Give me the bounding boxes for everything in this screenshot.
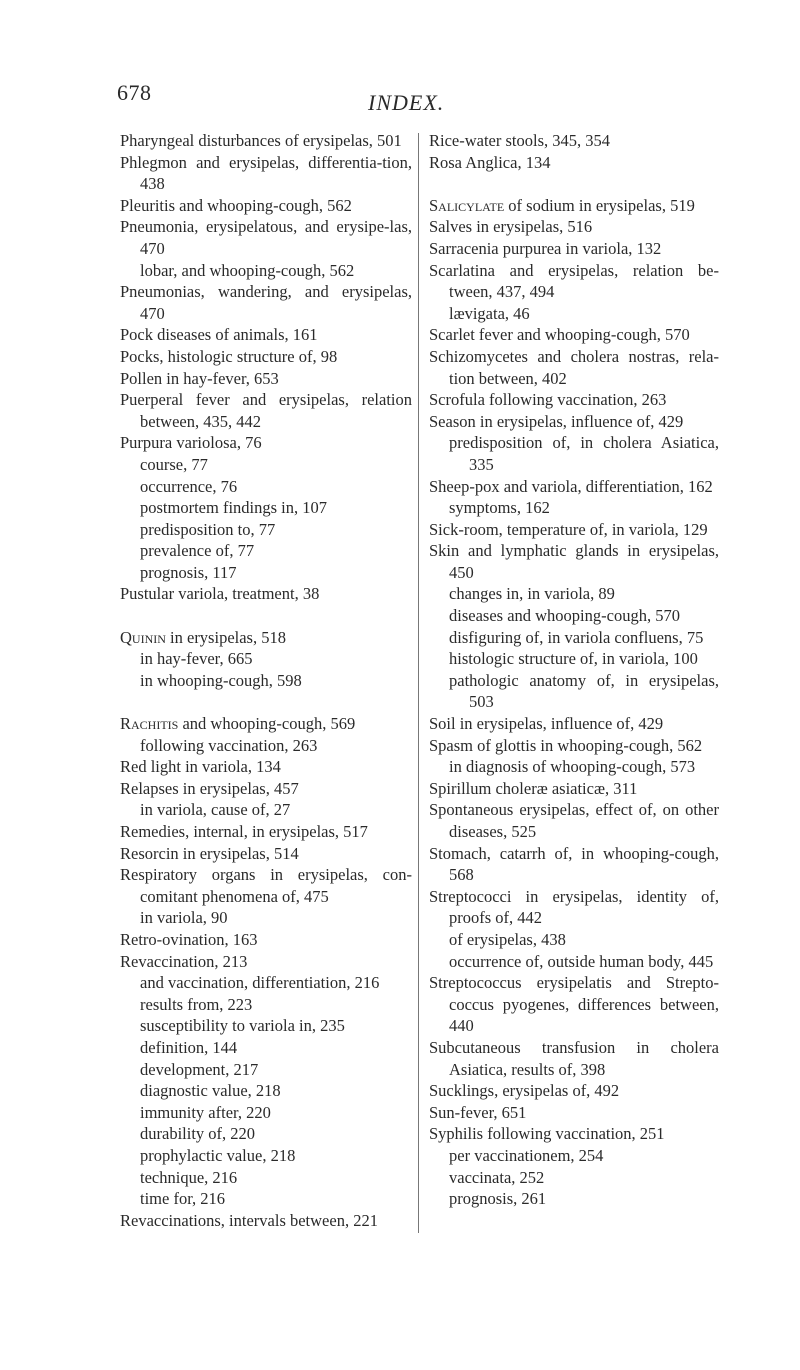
entry-text: Skin and lymphatic glands in erysipelas, 450 xyxy=(429,541,719,582)
section-gap xyxy=(429,173,719,195)
index-entry xyxy=(429,886,719,929)
index-subentry xyxy=(120,799,412,821)
entry-text: and vaccination, differentiation, 216 xyxy=(140,973,380,993)
index-subentry xyxy=(120,1145,412,1167)
index-subentry xyxy=(429,432,719,475)
index-subentry xyxy=(120,1123,412,1145)
index-subentry xyxy=(120,1080,412,1102)
section-lead-word: Quinin xyxy=(120,627,166,647)
index-subentry xyxy=(429,497,719,519)
entry-text: following vaccination, 263 xyxy=(140,735,318,755)
entry-text: Sucklings, erysipelas of, 492 xyxy=(429,1081,620,1101)
index-entry xyxy=(120,821,412,843)
entry-text: Spasm of glottis in whooping-cough, 562 xyxy=(429,735,703,755)
entry-text: per vaccinationem, 254 xyxy=(449,1145,604,1165)
entry-text: prognosis, 261 xyxy=(449,1189,547,1209)
entry-text: Phlegmon and erysipelas, differentia-tion, 438 xyxy=(120,152,412,194)
index-subentry xyxy=(120,1167,412,1189)
entry-text: Sick-room, temperature of, in variola, 129 xyxy=(429,519,708,539)
index-entry xyxy=(429,519,719,541)
index-entry xyxy=(429,972,719,1037)
entry-text: Sun-fever, 651 xyxy=(429,1102,527,1122)
entry-text: pathologic anatomy of, in erysipelas, 503 xyxy=(449,670,719,712)
entry-text: Scarlet fever and whooping-cough, 570 xyxy=(429,325,690,345)
index-entry xyxy=(120,389,412,432)
entry-text: lævigata, 46 xyxy=(449,303,530,323)
index-entry xyxy=(429,411,719,433)
index-subentry xyxy=(120,972,412,994)
entry-text: in erysipelas, 518 xyxy=(165,627,286,647)
index-entry xyxy=(429,799,719,842)
index-entry xyxy=(429,778,719,800)
index-entry xyxy=(120,627,412,649)
index-entry xyxy=(120,929,412,951)
entry-text: of sodium in erysipelas, 519 xyxy=(504,195,695,215)
index-subentry xyxy=(429,627,719,649)
entry-text: in variola, cause of, 27 xyxy=(140,800,291,820)
entry-text: prevalence of, 77 xyxy=(140,541,255,561)
section-lead-word: Rachitis xyxy=(120,714,179,734)
entry-text: definition, 144 xyxy=(140,1037,238,1057)
entry-text: symptoms, 162 xyxy=(449,498,550,518)
index-subentry xyxy=(120,497,412,519)
index-entry xyxy=(429,713,719,735)
index-entry xyxy=(120,368,412,390)
index-entry xyxy=(429,476,719,498)
column-divider xyxy=(418,133,419,1233)
entry-text: Scarlatina and erysipelas, relation be-tween, 437, 494 xyxy=(429,260,719,302)
entry-text: Revaccinations, intervals between, 221 xyxy=(120,1210,378,1230)
entry-text: vaccinata, 252 xyxy=(449,1167,545,1187)
entry-text: Soil in erysipelas, influence of, 429 xyxy=(429,714,664,734)
index-subentry xyxy=(429,1145,719,1167)
index-entry xyxy=(429,540,719,583)
index-entry xyxy=(429,152,719,174)
index-subentry xyxy=(120,562,412,584)
entry-text: postmortem findings in, 107 xyxy=(140,498,327,518)
entry-text: Puerperal fever and erysipelas, relation between, 435, 442 xyxy=(120,390,412,431)
entry-text: Scrofula following vaccination, 263 xyxy=(429,390,667,410)
entry-text: Spirillum choleræ asiaticæ, 311 xyxy=(429,778,638,798)
entry-text: Pustular variola, treatment, 38 xyxy=(120,584,320,604)
index-entry xyxy=(429,1037,719,1080)
entry-text: development, 217 xyxy=(140,1059,259,1079)
entry-text: Spontaneous erysipelas, effect of, on other diseases, 525 xyxy=(429,800,719,841)
entry-text: Remedies, internal, in erysipelas, 517 xyxy=(120,822,368,841)
index-subentry xyxy=(120,994,412,1016)
index-subentry xyxy=(429,951,719,973)
index-subentry xyxy=(120,540,412,562)
index-subentry xyxy=(429,929,719,951)
page-number: 678 xyxy=(117,80,152,105)
index-entry xyxy=(120,583,412,605)
index-subentry xyxy=(120,648,412,670)
entry-text: Syphilis following vaccination, 251 xyxy=(429,1124,665,1144)
entry-text: Retro-ovination, 163 xyxy=(120,929,258,949)
entry-text: Subcutaneous transfusion in cholera Asiatica, results of, 398 xyxy=(429,1037,719,1079)
section-gap xyxy=(120,605,412,627)
entry-text: diagnostic value, 218 xyxy=(140,1081,281,1101)
index-entry xyxy=(429,346,719,389)
entry-text: Stomach, catarrh of, in whooping-cough, 568 xyxy=(429,843,719,885)
entry-text: Pollen in hay-fever, 653 xyxy=(120,368,279,388)
entry-text: lobar, and whooping-cough, 562 xyxy=(140,260,355,280)
index-entry xyxy=(429,389,719,411)
index-subentry xyxy=(120,519,412,541)
index-entry xyxy=(120,713,412,735)
index-subentry xyxy=(429,303,719,325)
index-entry xyxy=(120,864,412,907)
entry-text: predisposition to, 77 xyxy=(140,519,276,539)
index-subentry xyxy=(429,1167,719,1189)
entry-text: results from, 223 xyxy=(140,994,253,1014)
entry-text: course, 77 xyxy=(140,454,208,474)
section-gap xyxy=(120,691,412,713)
index-subentry xyxy=(120,670,412,692)
entry-text: Sarracenia purpurea in variola, 132 xyxy=(429,238,662,258)
index-entry xyxy=(429,1080,719,1102)
index-column-left xyxy=(120,130,412,1231)
index-entry xyxy=(120,324,412,346)
index-entry xyxy=(120,281,412,324)
index-entry xyxy=(429,1102,719,1124)
entry-text: Respiratory organs in erysipelas, con-comitant phenomena of, 475 xyxy=(120,865,412,906)
index-entry xyxy=(120,346,412,368)
index-entry xyxy=(120,130,412,152)
entry-text: in whooping-cough, 598 xyxy=(140,670,302,690)
entry-text: changes in, in variola, 89 xyxy=(449,584,615,604)
entry-text: Pneumonia, erysipelatous, and erysipe-las, 470 xyxy=(120,217,412,258)
index-entry xyxy=(429,130,719,152)
entry-text: Pharyngeal disturbances of erysipelas, 501 xyxy=(120,131,402,150)
index-subentry xyxy=(120,476,412,498)
entry-text: Rice-water stools, 345, 354 xyxy=(429,131,611,150)
entry-text: disfiguring of, in variola confluens, 75 xyxy=(449,627,704,647)
index-entry xyxy=(120,1210,412,1232)
entry-text: Relapses in erysipelas, 457 xyxy=(120,778,299,798)
index-subentry xyxy=(429,756,719,778)
index-subentry xyxy=(120,907,412,929)
entry-text: susceptibility to variola in, 235 xyxy=(140,1016,345,1036)
index-entry xyxy=(120,756,412,778)
entry-text: Pocks, histologic structure of, 98 xyxy=(120,346,338,366)
entry-text: Schizomycetes and cholera nostras, rela-tion between, 402 xyxy=(429,346,719,388)
entry-text: Streptococcus erysipelatis and Strepto-coccus pyogenes, differences between, 440 xyxy=(429,973,719,1036)
entry-text: Rosa Anglica, 134 xyxy=(429,152,551,172)
entry-text: durability of, 220 xyxy=(140,1124,256,1144)
running-head: INDEX. xyxy=(368,90,445,115)
index-subentry xyxy=(120,260,412,282)
entry-text: prognosis, 117 xyxy=(140,562,237,582)
index-entry xyxy=(429,260,719,303)
entry-text: occurrence, 76 xyxy=(140,476,238,496)
index-subentry xyxy=(429,670,719,713)
index-entry xyxy=(429,1123,719,1145)
index-subentry xyxy=(120,735,412,757)
entry-text: Purpura variolosa, 76 xyxy=(120,433,262,453)
index-entry xyxy=(429,324,719,346)
entry-text: immunity after, 220 xyxy=(140,1102,271,1122)
entry-text: Resorcin in erysipelas, 514 xyxy=(120,843,299,863)
entry-text: in diagnosis of whooping-cough, 573 xyxy=(449,757,696,777)
index-entry xyxy=(429,238,719,260)
entry-text: in hay-fever, 665 xyxy=(140,649,253,669)
index-entry xyxy=(120,951,412,973)
entry-text: Pock diseases of animals, 161 xyxy=(120,325,318,345)
entry-text: in variola, 90 xyxy=(140,908,228,928)
index-subentry xyxy=(429,1188,719,1210)
index-entry xyxy=(120,432,412,454)
entry-text: diseases and whooping-cough, 570 xyxy=(449,606,680,626)
section-lead-word: Salicylate xyxy=(429,195,505,215)
entry-text: of erysipelas, 438 xyxy=(449,929,566,949)
entry-text: Pneumonias, wandering, and erysipelas, 470 xyxy=(120,282,412,323)
index-entry xyxy=(429,216,719,238)
index-subentry xyxy=(120,1188,412,1210)
index-subentry xyxy=(429,648,719,670)
entry-text: Streptococci in erysipelas, identity of, proofs of, 442 xyxy=(429,886,719,928)
entry-text: and whooping-cough, 569 xyxy=(178,714,356,734)
index-entry xyxy=(120,216,412,259)
entry-text: Season in erysipelas, influence of, 429 xyxy=(429,411,684,431)
index-subentry xyxy=(120,1102,412,1124)
entry-text: occurrence of, outside human body, 445 xyxy=(449,951,714,971)
index-entry xyxy=(120,195,412,217)
index-entry xyxy=(429,843,719,886)
index-entry xyxy=(429,195,719,217)
entry-text: prophylactic value, 218 xyxy=(140,1145,296,1165)
entry-text: time for, 216 xyxy=(140,1189,226,1209)
index-subentry xyxy=(120,1037,412,1059)
index-entry xyxy=(120,843,412,865)
index-column-right xyxy=(429,130,719,1210)
entry-text: Red light in variola, 134 xyxy=(120,757,281,777)
index-subentry xyxy=(429,605,719,627)
entry-text: histologic structure of, in variola, 100 xyxy=(449,649,698,669)
index-entry xyxy=(120,152,412,195)
entry-text: Salves in erysipelas, 516 xyxy=(429,217,593,237)
index-subentry xyxy=(429,583,719,605)
index-entry xyxy=(429,735,719,757)
entry-text: Sheep-pox and variola, differentiation, 162 xyxy=(429,476,713,496)
index-entry xyxy=(120,778,412,800)
index-subentry xyxy=(120,1059,412,1081)
index-subentry xyxy=(120,1015,412,1037)
index-subentry xyxy=(120,454,412,476)
entry-text: Revaccination, 213 xyxy=(120,951,248,971)
entry-text: technique, 216 xyxy=(140,1167,238,1187)
entry-text: predisposition of, in cholera Asiatica, 335 xyxy=(449,433,719,474)
entry-text: Pleuritis and whooping-cough, 562 xyxy=(120,195,352,215)
